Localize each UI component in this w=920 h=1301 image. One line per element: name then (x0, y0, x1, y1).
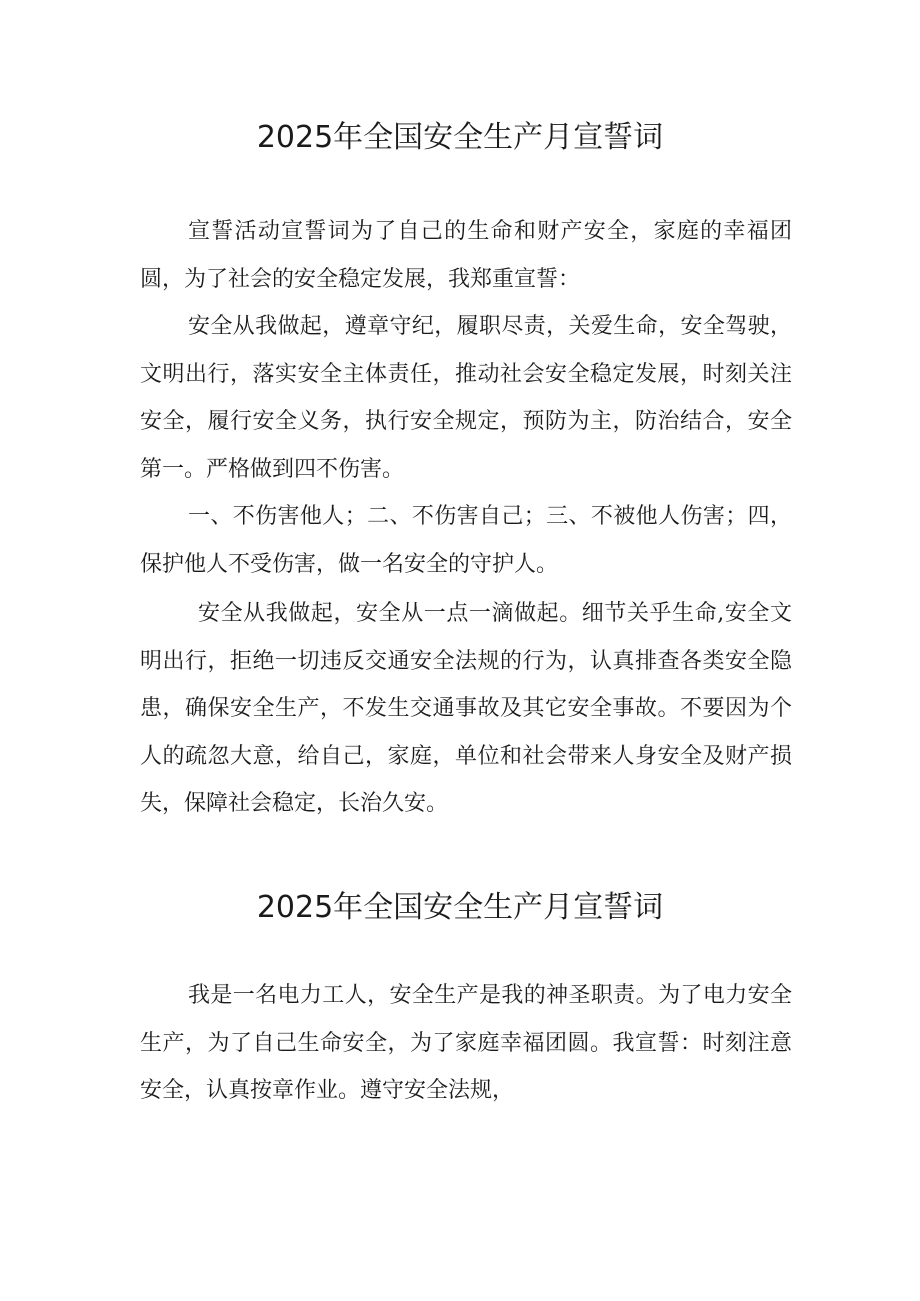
section-title: 2025年全国安全生产月宣誓词 (256, 890, 664, 925)
paragraph: 一、不伤害他人；二、不伤害自己；三、不被他人伤害；四，保护他人不受伤害，做一名安全的守护人。 (140, 504, 792, 577)
document-title: 2025年全国安全生产月宣誓词 (256, 120, 664, 155)
paragraph: 安全从我做起，遵章守纪，履职尽责，关爱生命，安全驾驶，文明出行，落实安全主体责任，推动社会安全稳定发展，时刻关注安全，履行安全义务，执行安全规定，预防为主，防治结合，安全第一。严格做到四不伤害。 (140, 314, 792, 482)
paragraph: 宣誓活动宣誓词为了自己的生命和财产安全，家庭的幸福团圆，为了社会的安全稳定发展，我郑重宣誓： (140, 219, 792, 292)
paragraph: 安全从我做起，安全从一点一滴做起。细节关乎生命,安全文明出行，拒绝一切违反交通安全法规的行为，认真排查各类安全隐患，确保安全生产，不发生交通事故及其它安全事故。不要因为个人的疏忽大意，给自己，家庭，单位和社会带来人身安全及财产损失，保障社会稳定，长治久安。 (140, 601, 792, 816)
paragraph: 我是一名电力工人，安全生产是我的神圣职责。为了电力安全生产，为了自己生命安全，为了家庭幸福团圆。我宣誓：时刻注意安全，认真按章作业。遵守安全法规， (140, 983, 792, 1103)
